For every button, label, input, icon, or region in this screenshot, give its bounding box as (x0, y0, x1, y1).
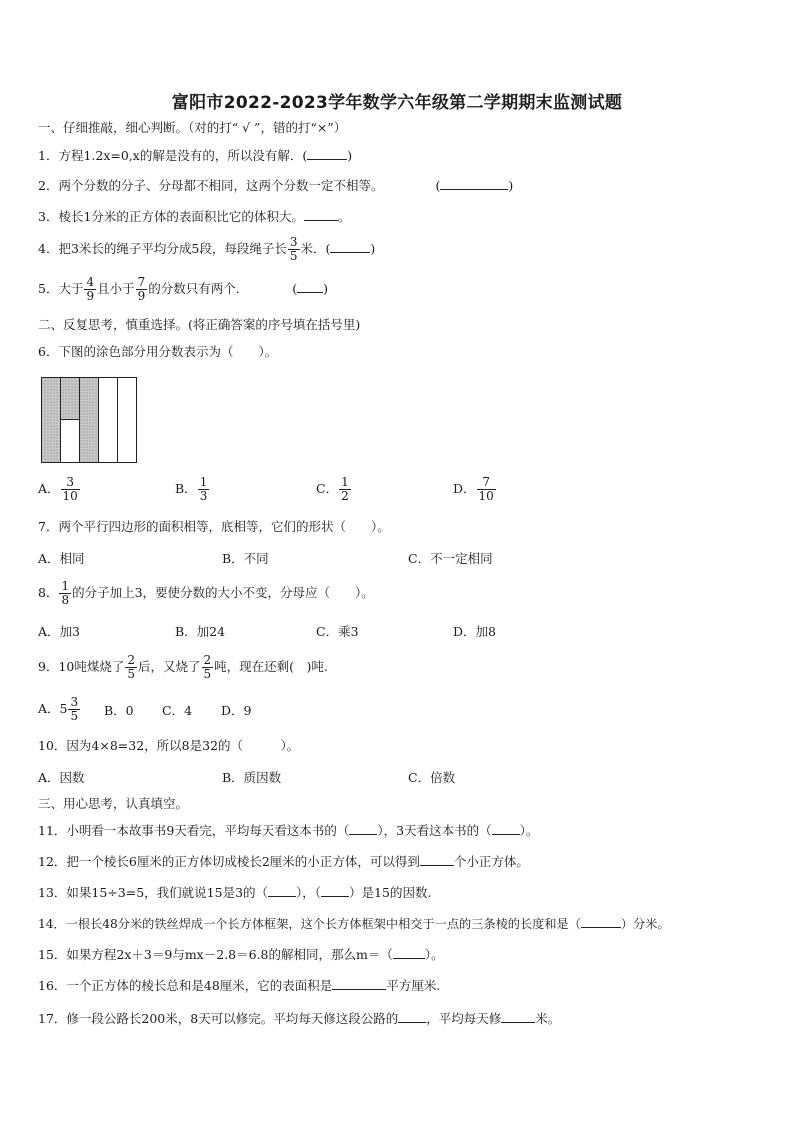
answer-blank[interactable] (297, 280, 323, 293)
q7-option-c[interactable]: C．不一定相同 (408, 551, 493, 566)
q10-option-c[interactable]: C．倍数 (408, 770, 456, 785)
answer-blank[interactable] (501, 1010, 535, 1023)
question-17: 17．修一段公路长200米，8天可以修完。平均每天修这段公路的 ，平均每天修 米。 (38, 1011, 561, 1026)
q5-post: 的分数只有两个． (148, 281, 249, 296)
question-15: 15．如果方程2x＋3＝9与mx－2.8＝6.8的解相同，那么m＝（ ）。 (38, 947, 444, 962)
q3-end: 。 (337, 209, 351, 224)
q10-option-b[interactable]: B．质因数 (222, 770, 282, 785)
q2-close: ) (508, 178, 514, 193)
q8-option-d[interactable]: D．加8 (453, 624, 496, 639)
question-12: 12．把一个棱长6厘米的正方体切成棱长2厘米的小正方体，可以得到 个小正方体。 (38, 854, 529, 869)
question-9: 9．10吨煤烧了 $\frac{2}{5}$ 后，又烧了 $\frac{2}{5}$ 吨，现在还剩( )吨. (38, 653, 328, 681)
answer-blank[interactable] (304, 208, 338, 221)
q5-pre: 5．大于 (38, 281, 84, 296)
fraction: $\frac{7}{9}$ (137, 275, 146, 303)
section-1-heading: 一、仔细推敲，细心判断。（对的打“ √ ”，错的打“×”） (38, 120, 347, 135)
question-4 (38, 236, 375, 263)
q3-text: 3．棱长1分米的正方体的表面积比它的体积大。 (38, 209, 304, 224)
shaded-column (80, 378, 99, 463)
q4-post: 米．( (300, 241, 331, 256)
answer-blank[interactable] (581, 915, 621, 928)
q5-close: ) (323, 281, 329, 296)
answer-blank[interactable] (321, 884, 349, 897)
q8-option-b[interactable]: B．加24 (175, 624, 226, 639)
answer-blank[interactable] (268, 884, 296, 897)
q9-option-a[interactable]: A．5 $\frac{3}{5}$ (38, 695, 79, 723)
q1-end: ) (347, 148, 353, 163)
answer-blank[interactable] (420, 853, 454, 866)
section-3-heading: 三、用心思考，认真填空。 (38, 796, 189, 811)
question-1 (38, 147, 352, 164)
q6-option-a[interactable]: A． $\frac{3}{10}$ (38, 475, 78, 503)
q2-open: ( (435, 178, 441, 193)
answer-blank[interactable] (398, 1010, 426, 1023)
answer-blank[interactable] (332, 977, 386, 990)
question-7: 7．两个平行四边形的面积相等，底相等，它们的形状（ ）。 (38, 519, 390, 534)
q5-open: ( (292, 281, 298, 296)
q2-text: 2．两个分数的分子、分母都不相同，这两个分数一定不相等。 (38, 178, 384, 193)
question-11: 11．小明看一本故事书9天看完，平均每天看这本书的（ ），3天看这本书的（ ）。 (38, 823, 539, 838)
q8-text: 的分子加上3，要使分数的大小不变，分母应（ ）。 (72, 585, 374, 600)
question-2 (38, 177, 513, 194)
q8-option-a[interactable]: A．加3 (38, 624, 80, 639)
fraction: $\frac{3}{5}$ (289, 235, 298, 263)
fraction: $\frac{2}{5}$ (203, 653, 212, 681)
q1-text: 1．方程1.2x=0,x的解是没有的，所以没有解．( (38, 148, 308, 163)
question-8 (38, 580, 374, 607)
question-13: 13．如果15÷3=5，我们就说15是3的（ ），（ ）是15的因数. (38, 885, 432, 900)
q4-pre: 4．把3米长的绳子平均分成5段，每段绳子长 (38, 241, 287, 256)
question-5 (38, 276, 328, 303)
fraction: $\frac{2}{5}$ (127, 653, 135, 681)
q6-option-c[interactable]: C． $\frac{1}{2}$ (316, 475, 349, 503)
q8-option-c[interactable]: C．乘3 (316, 624, 359, 639)
answer-blank[interactable] (349, 822, 377, 835)
answer-blank[interactable] (393, 946, 425, 959)
shaded-column (42, 378, 61, 463)
q10-option-a[interactable]: A．因数 (38, 770, 85, 785)
question-14: 14．一根长48分米的铁丝焊成一个长方体框架，这个长方体框架中相交于一点的三条棱的长度和是（ ）分米。 (38, 917, 670, 931)
q8-prefix: 8． (38, 585, 59, 600)
question-16: 16．一个正方体的棱长总和是48厘米，它的表面积是 平方厘米. (38, 978, 441, 993)
q4-end: ) (370, 241, 376, 256)
q7-option-b[interactable]: B．不同 (222, 551, 269, 566)
q6-option-d[interactable]: D． $\frac{7}{10}$ (453, 475, 494, 503)
answer-blank[interactable] (307, 147, 347, 160)
shaded-rectangle-figure (41, 377, 137, 463)
shaded-half-column (61, 378, 80, 420)
question-10: 10．因为4×8=32，所以8是32的（ ）。 (38, 738, 300, 753)
q9-option-d[interactable]: D．9 (221, 703, 252, 718)
answer-blank[interactable] (330, 240, 370, 253)
fraction: $\frac{4}{9}$ (86, 275, 95, 303)
q5-mid: 且小于 (97, 281, 135, 296)
page-title: 富阳市2022-2023学年数学六年级第二学期期末监测试题 (171, 93, 623, 113)
answer-blank[interactable] (492, 822, 520, 835)
q9-option-b[interactable]: B．0 (104, 703, 134, 718)
q6-option-b[interactable]: B． $\frac{1}{3}$ (175, 475, 208, 503)
question-6: 6．下图的涂色部分用分数表示为（ ）。 (38, 344, 278, 359)
q9-option-c[interactable]: C．4 (162, 703, 193, 718)
answer-blank[interactable] (440, 177, 508, 190)
fraction: $\frac{1}{8}$ (61, 579, 70, 607)
section-2-heading: 二、反复思考，慎重选择。(将正确答案的序号填在括号里) (38, 317, 361, 332)
question-3 (38, 208, 350, 225)
q7-option-a[interactable]: A．相同 (38, 551, 85, 566)
